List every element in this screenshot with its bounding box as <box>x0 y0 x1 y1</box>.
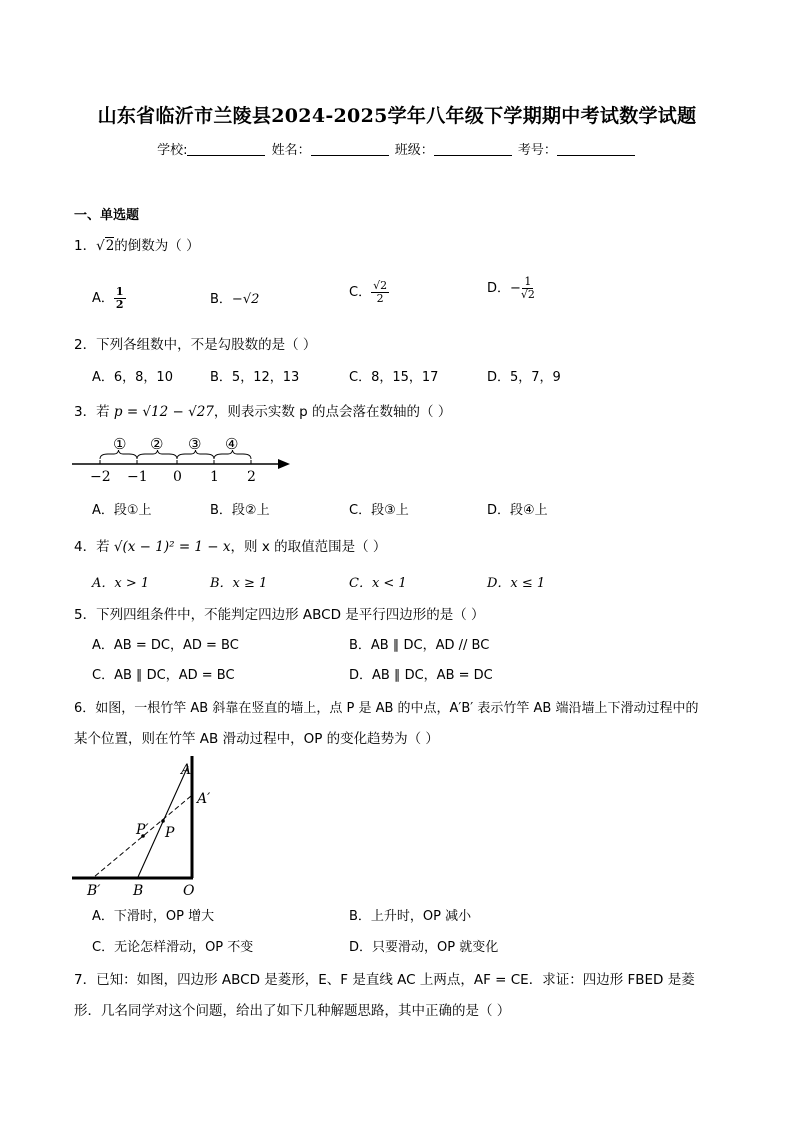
point-o-label: O <box>183 883 195 896</box>
p-expression: p = √12 − √27 <box>113 404 214 420</box>
question-3-option-a[interactable]: A．段①上 <box>92 503 152 518</box>
question-1-stem: 1．√2的倒数为（ ） <box>74 238 200 254</box>
class-blank[interactable] <box>434 142 512 156</box>
number-line-figure <box>70 430 300 485</box>
point-b-label: B <box>133 883 144 896</box>
question-4-option-a[interactable]: A．x > 1 <box>92 576 150 591</box>
point-b-prime-label: B′ <box>87 883 101 896</box>
question-3-option-b[interactable]: B．段②上 <box>210 503 270 518</box>
question-2-option-d[interactable]: D．5，7，9 <box>487 370 561 385</box>
segment-label-4: ④ <box>225 435 239 453</box>
tick-label-neg2: −2 <box>90 469 111 485</box>
question-5-option-c[interactable]: C．AB ∥ DC，AD = BC <box>92 668 235 683</box>
question-2-stem: 2．下列各组数中，不是勾股数的是（ ） <box>74 337 317 353</box>
ladder-figure <box>70 756 210 896</box>
question-2-option-b[interactable]: B．5，12，13 <box>210 370 300 385</box>
question-6-option-a[interactable]: A．下滑时，OP 增大 <box>92 909 215 924</box>
point-a-prime-label: A′ <box>197 791 210 807</box>
point-a-label: A <box>181 762 192 778</box>
segment-label-2: ② <box>150 435 164 453</box>
id-blank[interactable] <box>557 142 635 156</box>
point-p-prime-label: P′ <box>136 822 149 838</box>
sqrt-expression: √2 <box>96 238 115 254</box>
question-6-option-c[interactable]: C．无论怎样滑动，OP 不变 <box>92 940 254 955</box>
question-6-stem-line1: 6．如图，一根竹竿 AB 斜靠在竖直的墙上，点 P 是 AB 的中点，A′B′ 表示竹竿 AB 端沿墙上下滑动过程中的 <box>74 701 699 716</box>
question-5-option-d[interactable]: D．AB ∥ DC，AB = DC <box>349 668 493 683</box>
question-1-option-c[interactable]: C． $\frac{√2}{2}$ <box>349 279 388 305</box>
question-2-option-a[interactable]: A．6，8，10 <box>92 370 173 385</box>
name-label: 姓名： <box>271 143 311 158</box>
tick-label-2: 2 <box>247 469 256 485</box>
section-heading: 一、单选题 <box>74 208 140 223</box>
question-3-option-c[interactable]: C．段③上 <box>349 503 409 518</box>
question-1-option-d[interactable]: D．− $\frac{1}{√2}$ <box>487 275 535 301</box>
question-7-stem-line2: 形．几名同学对这个问题，给出了如下几种解题思路，其中正确的是（ ） <box>74 1003 511 1019</box>
question-4-stem: 4．若 √(x − 1)² = 1 − x，则 x 的取值范围是（ ） <box>74 539 387 555</box>
question-7-stem-line1: 7．已知：如图，四边形 ABCD 是菱形，E、F 是直线 AC 上两点，AF = CE．求证：四边形 FBED 是菱 <box>74 972 695 988</box>
segment-label-1: ① <box>113 435 127 453</box>
question-2-option-c[interactable]: C．8，15，17 <box>349 370 439 385</box>
question-6-option-d[interactable]: D．只要滑动，OP 就变化 <box>349 940 499 955</box>
id-label: 考号： <box>517 143 557 158</box>
school-label: 学校: <box>157 143 188 158</box>
question-3-stem: 3．若 p = √12 − √27，则表示实数 p 的点会落在数轴的（ ） <box>74 404 452 420</box>
class-label: 班级： <box>394 143 434 158</box>
question-4-option-d[interactable]: D．x ≤ 1 <box>487 576 546 591</box>
question-6-stem-line2: 某个位置，则在竹竿 AB 滑动过程中，OP 的变化趋势为（ ） <box>74 731 439 747</box>
segment-label-3: ③ <box>188 435 202 453</box>
name-blank[interactable] <box>311 142 389 156</box>
q4-expression: √(x − 1)² = 1 − x <box>113 539 231 555</box>
question-1-option-a[interactable]: A． $\frac{1}{2}$ <box>92 285 124 311</box>
point-p-label: P <box>165 825 175 841</box>
question-4-option-b[interactable]: B．x ≥ 1 <box>210 576 268 591</box>
question-5-stem: 5．下列四组条件中，不能判定四边形 ABCD 是平行四边形的是（ ） <box>74 607 485 623</box>
question-4-option-c[interactable]: C．x < 1 <box>349 576 407 591</box>
question-1-option-b[interactable]: B．−√2 <box>210 292 260 307</box>
question-3-option-d[interactable]: D．段④上 <box>487 503 548 518</box>
question-5-option-b[interactable]: B．AB ∥ DC，AD // BC <box>349 638 490 653</box>
question-5-option-a[interactable]: A．AB = DC，AD = BC <box>92 638 239 653</box>
school-blank[interactable] <box>187 142 265 156</box>
question-6-option-b[interactable]: B．上升时，OP 减小 <box>349 909 472 924</box>
tick-label-neg1: −1 <box>127 469 148 485</box>
page-title: 山东省临沂市兰陵县2024-2025学年八年级下学期期中考试数学试题 <box>97 105 697 127</box>
tick-label-1: 1 <box>210 469 219 485</box>
tick-label-0: 0 <box>173 469 182 485</box>
student-info-line <box>0 139 794 158</box>
